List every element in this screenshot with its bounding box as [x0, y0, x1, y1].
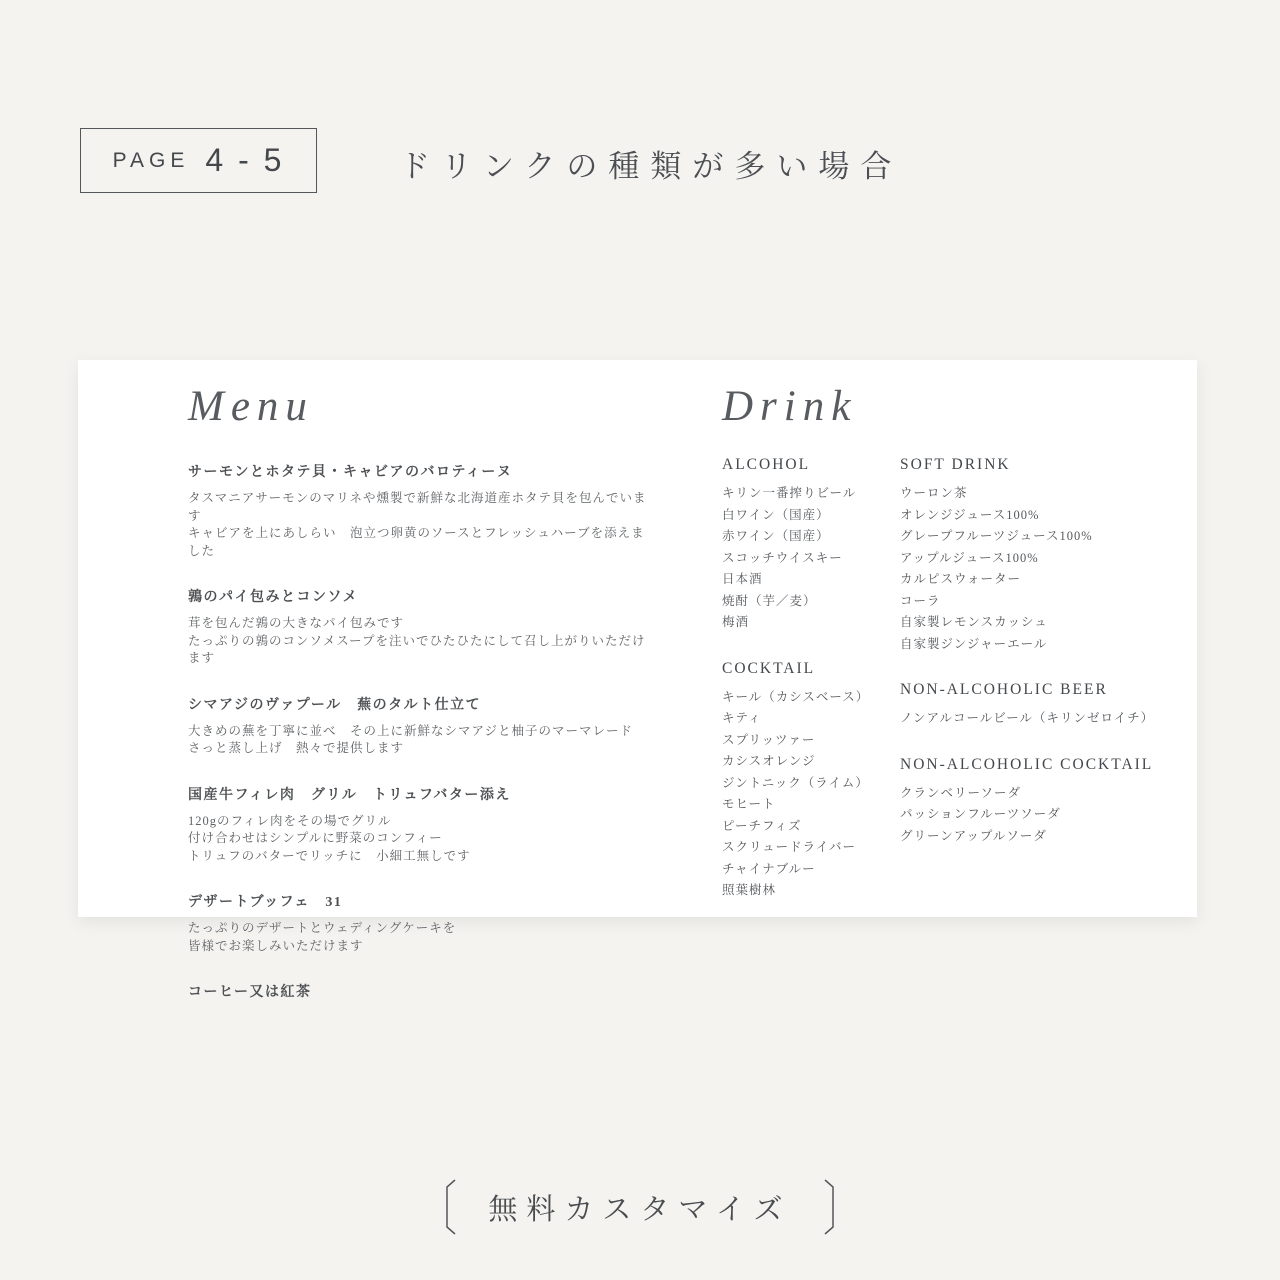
menu-card	[78, 360, 1197, 1000]
menu-item-descriptions	[188, 615, 658, 668]
menu-item-descriptions	[188, 920, 658, 955]
drink-item: オレンジジュース100%	[900, 507, 1040, 522]
drink-item: 自家製ジンジャーエール	[900, 636, 1048, 651]
drink-item: 赤ワイン（国産）	[722, 529, 830, 543]
menu-item-descriptions	[188, 723, 658, 758]
drink-item: クランベリーソーダ	[900, 785, 1022, 800]
drink-section-items	[900, 783, 1200, 848]
menu-description-line: たっぷりのデザートとウェディングケーキを	[188, 921, 457, 935]
menu-item	[188, 694, 658, 758]
menu-description-line: さっと蒸し上げ 熱々で提供します	[188, 741, 405, 755]
drink-column-right	[900, 456, 1200, 873]
drink-section-soft-drink	[900, 456, 1200, 655]
drink-column-left	[722, 456, 897, 928]
drink-section-alcohol	[722, 456, 897, 634]
drink-item: モヒート	[722, 797, 776, 811]
drink-item: 焼酎（芋／麦）	[722, 593, 817, 608]
menu-item-title: 鶉のパイ包みとコンソメ	[188, 590, 359, 605]
menu-item	[188, 586, 658, 668]
drink-section-heading: COCKTAIL	[722, 659, 816, 677]
drink-script-heading: Drink	[722, 383, 858, 430]
menu-item-title: 国産牛フィレ肉 グリル トリュフバター添え	[188, 787, 511, 803]
drink-item: 白ワイン（国産）	[722, 507, 830, 522]
menu-description-line: 付け合わせはシンプルに野菜のコンフィー	[188, 831, 443, 845]
footer-bracket-right-icon	[822, 1178, 838, 1236]
menu-description-line: 120gのフィレ肉をその場でグリル	[188, 813, 392, 828]
drink-section-items	[900, 483, 1200, 655]
menu-item-title: コーヒー又は紅茶	[188, 985, 312, 1000]
drink-section-non-alcoholic-beer	[900, 681, 1200, 730]
menu-description-line: トリュフのバターでリッチに 小細工無しです	[188, 848, 471, 863]
drink-section-non-alcoholic-cocktail	[900, 756, 1200, 848]
drink-item: ピーチフィズ	[722, 818, 802, 833]
menu-item	[188, 461, 658, 560]
menu-description-line: キャビアを上にあしらい 泡立つ卵黄のソースとフレッシュハーブを添えました	[188, 526, 645, 558]
menu-item-title: デザートブッフェ 31	[188, 895, 343, 910]
drink-item: 照葉樹林	[722, 883, 777, 897]
drink-section-heading: ALCOHOL	[722, 456, 811, 473]
drink-item: カルピスウォーター	[900, 572, 1022, 586]
menu-item-title: シマアジのヴァプール 蕪のタルト仕立て	[188, 697, 482, 713]
drink-item: グレープフルーツジュース100%	[900, 529, 1093, 543]
page-number-badge	[80, 128, 317, 193]
menu-script-heading: Menu	[188, 383, 314, 430]
menu-item	[188, 784, 658, 866]
drink-section-items	[722, 483, 897, 634]
drink-item: ジントニック（ライム）	[722, 775, 869, 790]
page-label: PAGE	[112, 148, 190, 172]
drink-item: アップルジュース100%	[900, 550, 1039, 565]
footer-note	[0, 1178, 1280, 1236]
menu-column	[188, 382, 658, 1027]
drink-item: グリーンアップルソーダ	[900, 828, 1047, 843]
drink-section-heading: NON-ALCOHOLIC BEER	[900, 681, 1108, 698]
drink-item: スクリュードライバー	[722, 840, 857, 854]
footer-bracket-left-icon	[442, 1178, 458, 1236]
drink-section-heading: NON-ALCOHOLIC COCKTAIL	[900, 755, 1154, 773]
menu-description-line: 皆様でお楽しみいただけます	[188, 938, 364, 953]
drink-item: 自家製レモンスカッシュ	[900, 615, 1048, 629]
drink-item: キール（カシスベース）	[722, 689, 870, 704]
drink-item: ノンアルコールビール（キリンゼロイチ）	[900, 711, 1155, 725]
drink-item: 日本酒	[722, 572, 763, 586]
menu-description-line: 大きめの蕪を丁寧に並べ その上に新鮮なシマアジと柚子のマーマレード	[188, 723, 634, 738]
page-title: ドリンクの種類が多い場合	[399, 149, 903, 184]
drink-item: パッションフルーツソーダ	[900, 807, 1061, 821]
drink-item: カシスオレンジ	[722, 754, 816, 768]
footer-label: 無料カスタマイズ	[488, 1193, 792, 1226]
drink-item: チャイナブルー	[722, 861, 816, 876]
drink-item: キティ	[722, 711, 762, 725]
drink-item: ウーロン茶	[900, 486, 968, 500]
drink-item: スプリッツァー	[722, 732, 816, 747]
menu-item-descriptions	[188, 490, 658, 560]
drink-section-heading: SOFT DRINK	[900, 456, 1011, 473]
drink-item: スコッチウイスキー	[722, 550, 843, 565]
drink-item: コーラ	[900, 593, 941, 608]
drink-item: 梅酒	[722, 615, 750, 629]
menu-item	[188, 891, 658, 955]
page-number: 4 - 5	[205, 142, 285, 178]
menu-description-line: タスマニアサーモンのマリネや燻製で新鮮な北海道産ホタテ貝を包んでいます	[188, 491, 647, 523]
menu-description-line: 茸を包んだ鶉の大きなパイ包みです	[188, 616, 405, 630]
menu-item-title: サーモンとホタテ貝・キャビアのバロティーヌ	[188, 465, 513, 480]
drink-item: キリン一番搾りビール	[722, 486, 857, 500]
menu-item	[188, 981, 658, 1001]
drink-section-cocktail	[722, 660, 897, 902]
drink-section-items	[900, 708, 1200, 730]
menu-description-line: たっぷりの鶉のコンソメスープを注いでひたひたにして召し上がりいただけます	[188, 633, 646, 665]
drink-section-items	[722, 687, 897, 902]
menu-item-descriptions	[188, 813, 658, 866]
